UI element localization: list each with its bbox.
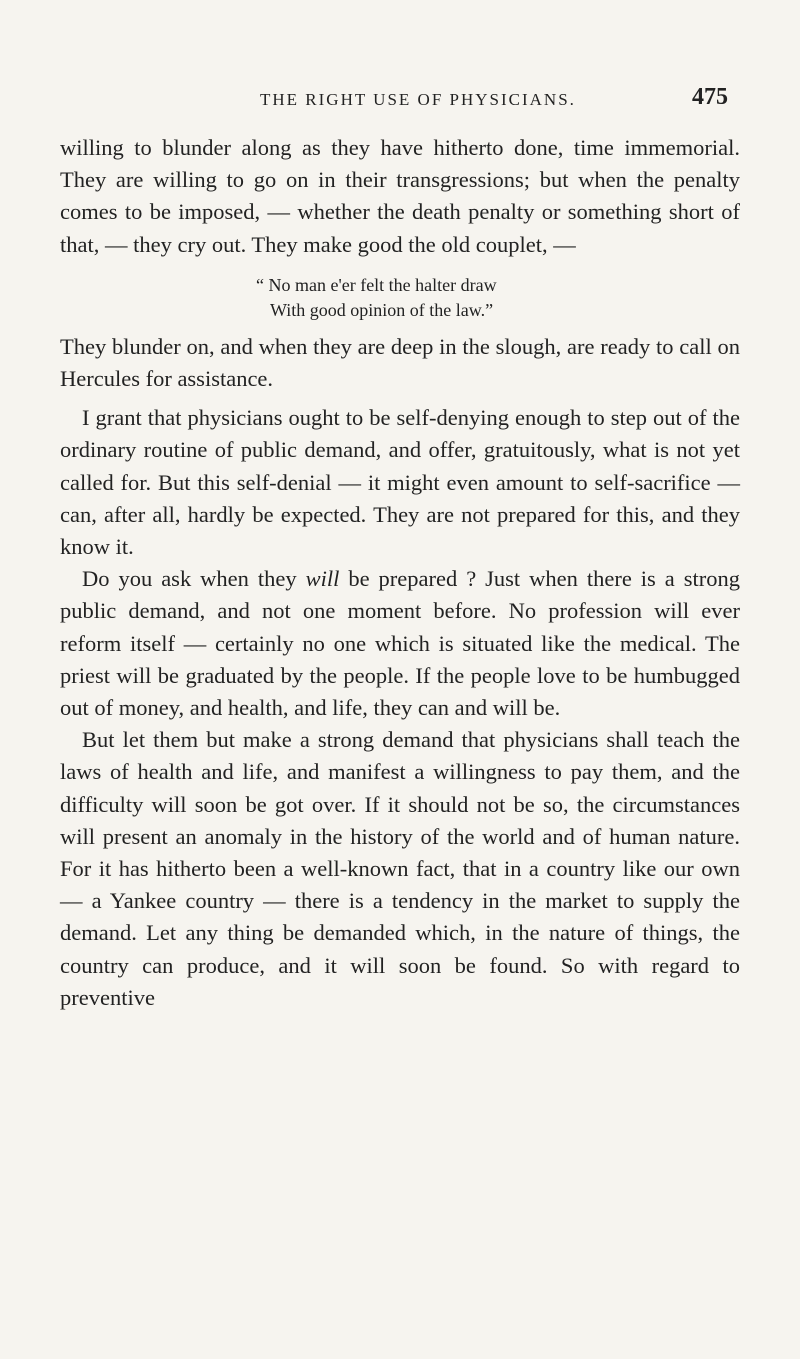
paragraph-4-end: be prepared ? Just when there is a strong public demand, and not one moment before. No profession will ever reform itself — certainly no one which is situated like the medical. The priest will be graduated by the people. If the people love to be humbugged out of money, and health, and life, they can and will be. [60,566,740,721]
paragraph-2: They blunder on, and when they are deep in the slough, are ready to call on Hercules for assistance. [60,333,740,392]
page-number: 475 [692,84,728,110]
running-head [0,84,800,120]
emphasized-word: will [305,566,340,592]
paragraph-3: I grant that physicians ought to be self-denying enough to step out of the ordinary routine of public demand, and offer, gratuitously, what is not yet called for. But this self-denial — it might even amount to self-sacrifice — can, after all, hardly be expected. They are not prepared for this, and they know it. [60,405,740,560]
quoted-couplet [60,273,740,323]
couplet-line-2: With good opinion of the law.” [270,299,494,320]
paragraph-5: But let them but make a strong demand that physicians shall teach the laws of health and life, and manifest a willingness to pay them, and the difficulty will soon be got over. If it should not be so, the circumstances will present an anomaly in the history of the world and of human nature. For it has hitherto been a well-known fact, that in a country like our own — a Yankee country — there is a tendency in the market to supply the demand. Let any thing be demanded which, in the nature of things, the country can produce, and it will soon be found. So with regard to preventive [60,727,740,1010]
paragraph-1: willing to blunder along as they have hitherto done, time immemorial. They are willing to go on in their transgressions; but when the penalty comes to be imposed, — whether the death penalty or something short of that, — they cry out. They make good the old couplet, — [60,135,740,257]
running-title: THE RIGHT USE OF PHYSICIANS. [260,90,576,109]
paragraph-4-start: Do you ask when they [82,566,306,592]
paragraph-4 [60,563,740,724]
couplet-line-1: “ No man e'er felt the halter draw [256,274,497,295]
body-text [60,132,740,1014]
